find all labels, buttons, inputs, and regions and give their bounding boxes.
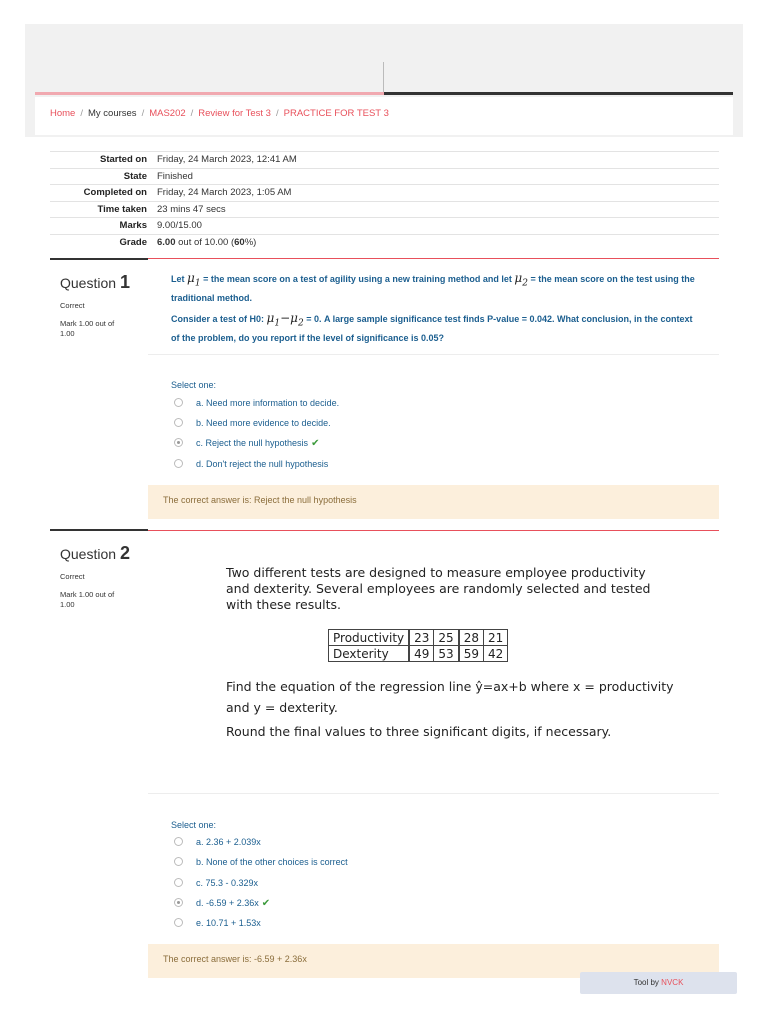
summary-label: Completed on	[50, 185, 157, 202]
question-state: Correct	[60, 572, 85, 581]
select-one-label: Select one:	[171, 820, 217, 830]
summary-value: Friday, 24 March 2023, 1:05 AM	[157, 185, 719, 202]
question-2-text	[148, 530, 719, 794]
breadcrumb-my-courses[interactable]: My courses	[87, 108, 137, 119]
question-state: Correct	[60, 301, 85, 310]
table-cell: 28	[459, 630, 484, 646]
summary-row	[50, 234, 719, 250]
summary-value: Finished	[157, 168, 719, 185]
question-1-answers	[148, 380, 719, 480]
problem-line: and dexterity. Several employees are randomly selected and tested	[226, 581, 651, 596]
question-2-answers	[148, 820, 719, 935]
radio-icon[interactable]	[174, 459, 183, 468]
radio-icon[interactable]	[174, 398, 183, 407]
summary-value: 23 mins 47 secs	[157, 201, 719, 218]
question-mark: Mark 1.00 out of 1.00	[60, 590, 115, 610]
table-cell: Productivity	[329, 630, 410, 646]
select-one-label: Select one:	[171, 380, 217, 390]
question-number: Question 1	[60, 272, 130, 292]
answer-option[interactable]: b. Need more evidence to decide.	[174, 418, 331, 428]
check-icon: ✔	[261, 898, 271, 909]
breadcrumb: Home / My courses / MAS202 / Review for Test 3 / PRACTICE FOR TEST 3	[50, 108, 389, 119]
answer-option-selected[interactable]: d. -6.59 + 2.36x ✔	[174, 898, 270, 909]
summary-value: 9.00/15.00	[157, 218, 719, 235]
question-1-info	[50, 258, 148, 339]
radio-icon[interactable]	[174, 837, 183, 846]
summary-label: Time taken	[50, 201, 157, 218]
radio-icon[interactable]	[174, 857, 183, 866]
question-1-line-2: Consider a test of H0: $\mu_1-\mu_2 = 0$. A large sample significance test finds P-value = 0.042. What conclusion, in the context of the problem, do you report if the level of significance is 0.05?	[171, 311, 693, 343]
question-divider	[50, 529, 148, 531]
problem-line: Round the final values to three significant digits, if necessary.	[226, 724, 612, 739]
problem-line: with these results.	[226, 597, 342, 612]
tab-indicator-left	[35, 92, 384, 95]
summary-row	[50, 152, 719, 169]
table-cell: 59	[459, 646, 484, 662]
summary-row	[50, 218, 719, 235]
summary-value-grade: 6.00 out of 10.00 (60%)	[157, 234, 719, 250]
summary-row	[50, 185, 719, 202]
table-cell: Dexterity	[329, 646, 410, 662]
question-divider	[50, 258, 148, 260]
question-1-line-1: Let $\mu_1$ = the mean score on a test of agility using a new training method and let $\mu_2$ = the mean score on the test using the traditional method.	[171, 271, 695, 303]
summary-label: Marks	[50, 218, 157, 235]
tool-by-badge[interactable]: Tool by NVCK	[580, 972, 737, 994]
attempt-summary-table	[50, 151, 719, 250]
summary-row	[50, 168, 719, 185]
problem-line: Find the equation of the regression line ŷ=ax+b where x = productivity	[226, 679, 674, 694]
tab-divider	[383, 62, 384, 94]
answer-option[interactable]: a. 2.36 + 2.039x	[174, 837, 261, 847]
question-1-feedback: The correct answer is: Reject the null hypothesis	[148, 485, 719, 519]
table-row	[329, 646, 508, 662]
radio-icon[interactable]	[174, 898, 183, 907]
answer-option[interactable]: e. 10.71 + 1.53x	[174, 918, 261, 928]
answer-option[interactable]: c. 75.3 - 0.329x	[174, 878, 258, 888]
answer-option-selected[interactable]: c. Reject the null hypothesis ✔	[174, 438, 319, 449]
table-row	[329, 630, 508, 646]
question-number: Question 2	[60, 543, 130, 563]
radio-icon[interactable]	[174, 438, 183, 447]
tool-brand[interactable]: NVCK	[661, 978, 684, 987]
table-cell: 21	[483, 630, 507, 646]
question-2-info	[50, 529, 148, 610]
tab-indicator-right	[384, 92, 733, 95]
question-mark: Mark 1.00 out of 1.00	[60, 319, 115, 339]
table-cell: 49	[409, 646, 434, 662]
breadcrumb-home[interactable]: Home	[50, 108, 76, 119]
table-cell: 23	[409, 630, 434, 646]
table-cell: 53	[434, 646, 459, 662]
radio-icon[interactable]	[174, 418, 183, 427]
mu-2: $\mu_2$	[514, 271, 528, 289]
breadcrumb-course[interactable]: MAS202	[149, 108, 186, 119]
answer-option[interactable]: d. Don't reject the null hypothesis	[174, 459, 328, 469]
summary-label: State	[50, 168, 157, 185]
answer-option[interactable]: b. None of the other choices is correct	[174, 857, 348, 867]
table-cell: 42	[483, 646, 507, 662]
answer-option[interactable]: a. Need more information to decide.	[174, 398, 339, 408]
check-icon: ✔	[311, 438, 320, 449]
radio-icon[interactable]	[174, 918, 183, 927]
radio-icon[interactable]	[174, 878, 183, 887]
mu-1: $\mu_1$	[187, 271, 201, 289]
data-table	[328, 629, 508, 662]
problem-line: and y = dexterity.	[226, 700, 338, 715]
summary-value: Friday, 24 March 2023, 12:41 AM	[157, 152, 719, 169]
breadcrumb-section[interactable]: Review for Test 3	[198, 108, 271, 119]
question-1-text	[148, 258, 719, 355]
question-2-feedback: The correct answer is: -6.59 + 2.36x	[148, 944, 719, 978]
summary-label: Started on	[50, 152, 157, 169]
table-cell: 25	[434, 630, 459, 646]
breadcrumb-quiz[interactable]: PRACTICE FOR TEST 3	[283, 108, 389, 119]
summary-label: Grade	[50, 234, 157, 250]
problem-line: Two different tests are designed to measure employee productivity	[226, 565, 646, 580]
summary-row	[50, 201, 719, 218]
